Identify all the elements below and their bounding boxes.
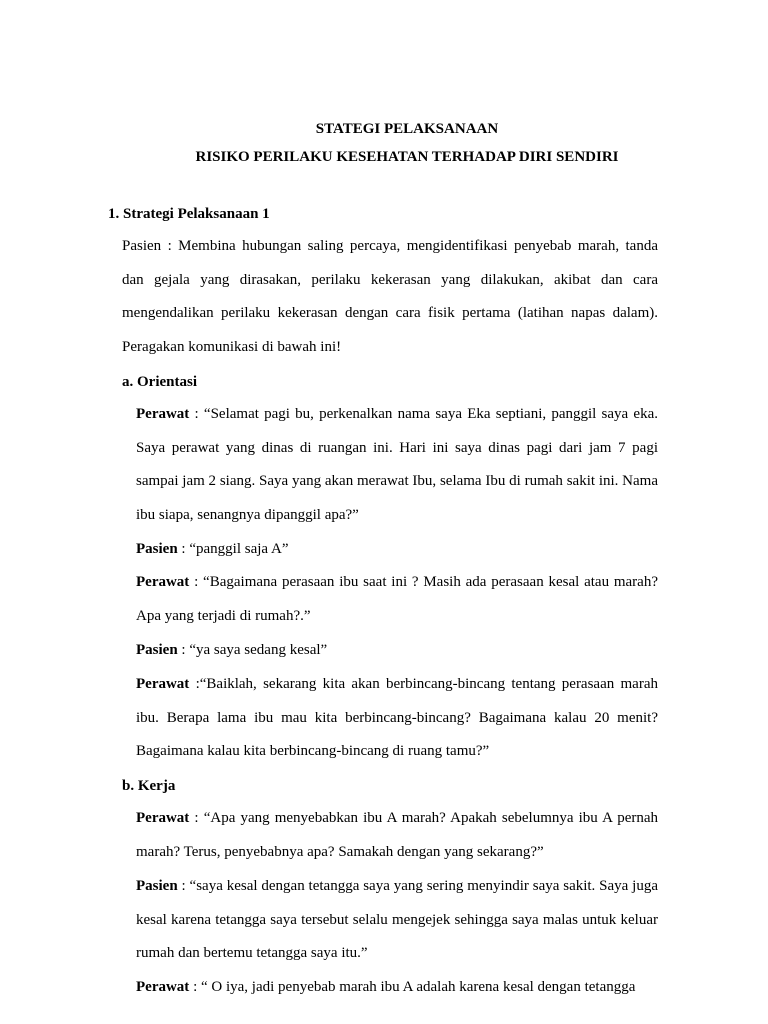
dialogue-text: : “ya saya sedang kesal”	[177, 642, 328, 658]
dialogue-text: :“Baiklah, sekarang kita akan berbincang-bincang tentang perasaan marah ibu. Berapa lama ibu mau kita berbincang-bincang? Bagaimana kalau 20 menit? Bagaimana kalau kita berbincang-bincang di ruang tamu?”	[136, 676, 658, 760]
dialogue-line	[136, 634, 658, 668]
speaker-label: Perawat	[136, 810, 190, 826]
dialogue-line	[136, 566, 658, 633]
dialogue-line	[136, 802, 658, 869]
speaker-label: Perawat	[136, 676, 190, 692]
section-heading: 1. Strategi Pelaksanaan 1	[108, 206, 270, 222]
dialogue-line	[136, 870, 658, 971]
subsection-heading-kerja: b. Kerja	[122, 778, 176, 794]
dialogue-text: : “panggil saja A”	[177, 541, 289, 557]
dialogue-text: : “Apa yang menyebabkan ibu A marah? Apakah sebelumnya ibu A pernah marah? Terus, penyebabnya apa? Samakah dengan yang sekarang?”	[136, 810, 658, 860]
dialogue-text: : “ O iya, jadi penyebab marah ibu A adalah karena kesal dengan tetangga	[189, 979, 636, 995]
dialogue-line	[136, 971, 658, 1005]
speaker-label: Pasien	[136, 878, 178, 894]
speaker-label: Perawat	[136, 574, 190, 590]
speaker-label: Perawat	[136, 406, 190, 422]
intro-paragraph: Pasien : Membina hubungan saling percaya, mengidentifikasi penyebab marah, tanda dan gejala yang dirasakan, perilaku kekerasan yang dilakukan, akibat dan cara mengendalikan perilaku kekerasan dengan cara fisik pertama (latihan napas dalam). Peragakan komunikasi di bawah ini!	[122, 238, 658, 355]
dialogue-line	[136, 533, 658, 567]
document-subtitle: RISIKO PERILAKU KESEHATAN TERHADAP DIRI SENDIRI	[195, 149, 619, 165]
dialogue-text: : “Selamat pagi bu, perkenalkan nama saya Eka septiani, panggil saya eka. Saya perawat yang dinas di ruangan ini. Hari ini saya dinas pagi dari jam 7 pagi sampai jam 2 siang. Saya yang akan merawat Ibu, selama Ibu di rumah sakit ini. Nama ibu siapa, senangnya dipanggil apa?”	[136, 406, 658, 523]
dialogue-text: : “saya kesal dengan tetangga saya yang sering menyindir saya sakit. Saya juga kesal karena tetangga saya tersebut selalu mengejek sehingga saya malas untuk keluar rumah dan bertemu tetangga saya itu.”	[136, 878, 658, 962]
subsection-heading-orientasi: a. Orientasi	[122, 374, 197, 390]
dialogue-line	[136, 398, 658, 532]
document-title: STATEGI PELAKSANAAN	[315, 121, 499, 137]
speaker-label: Perawat	[136, 979, 190, 995]
speaker-label: Pasien	[136, 642, 178, 658]
speaker-label: Pasien	[136, 541, 178, 557]
dialogue-text: : “Bagaimana perasaan ibu saat ini ? Masih ada perasaan kesal atau marah? Apa yang terjadi di rumah?.”	[136, 574, 658, 624]
dialogue-line	[136, 668, 658, 769]
